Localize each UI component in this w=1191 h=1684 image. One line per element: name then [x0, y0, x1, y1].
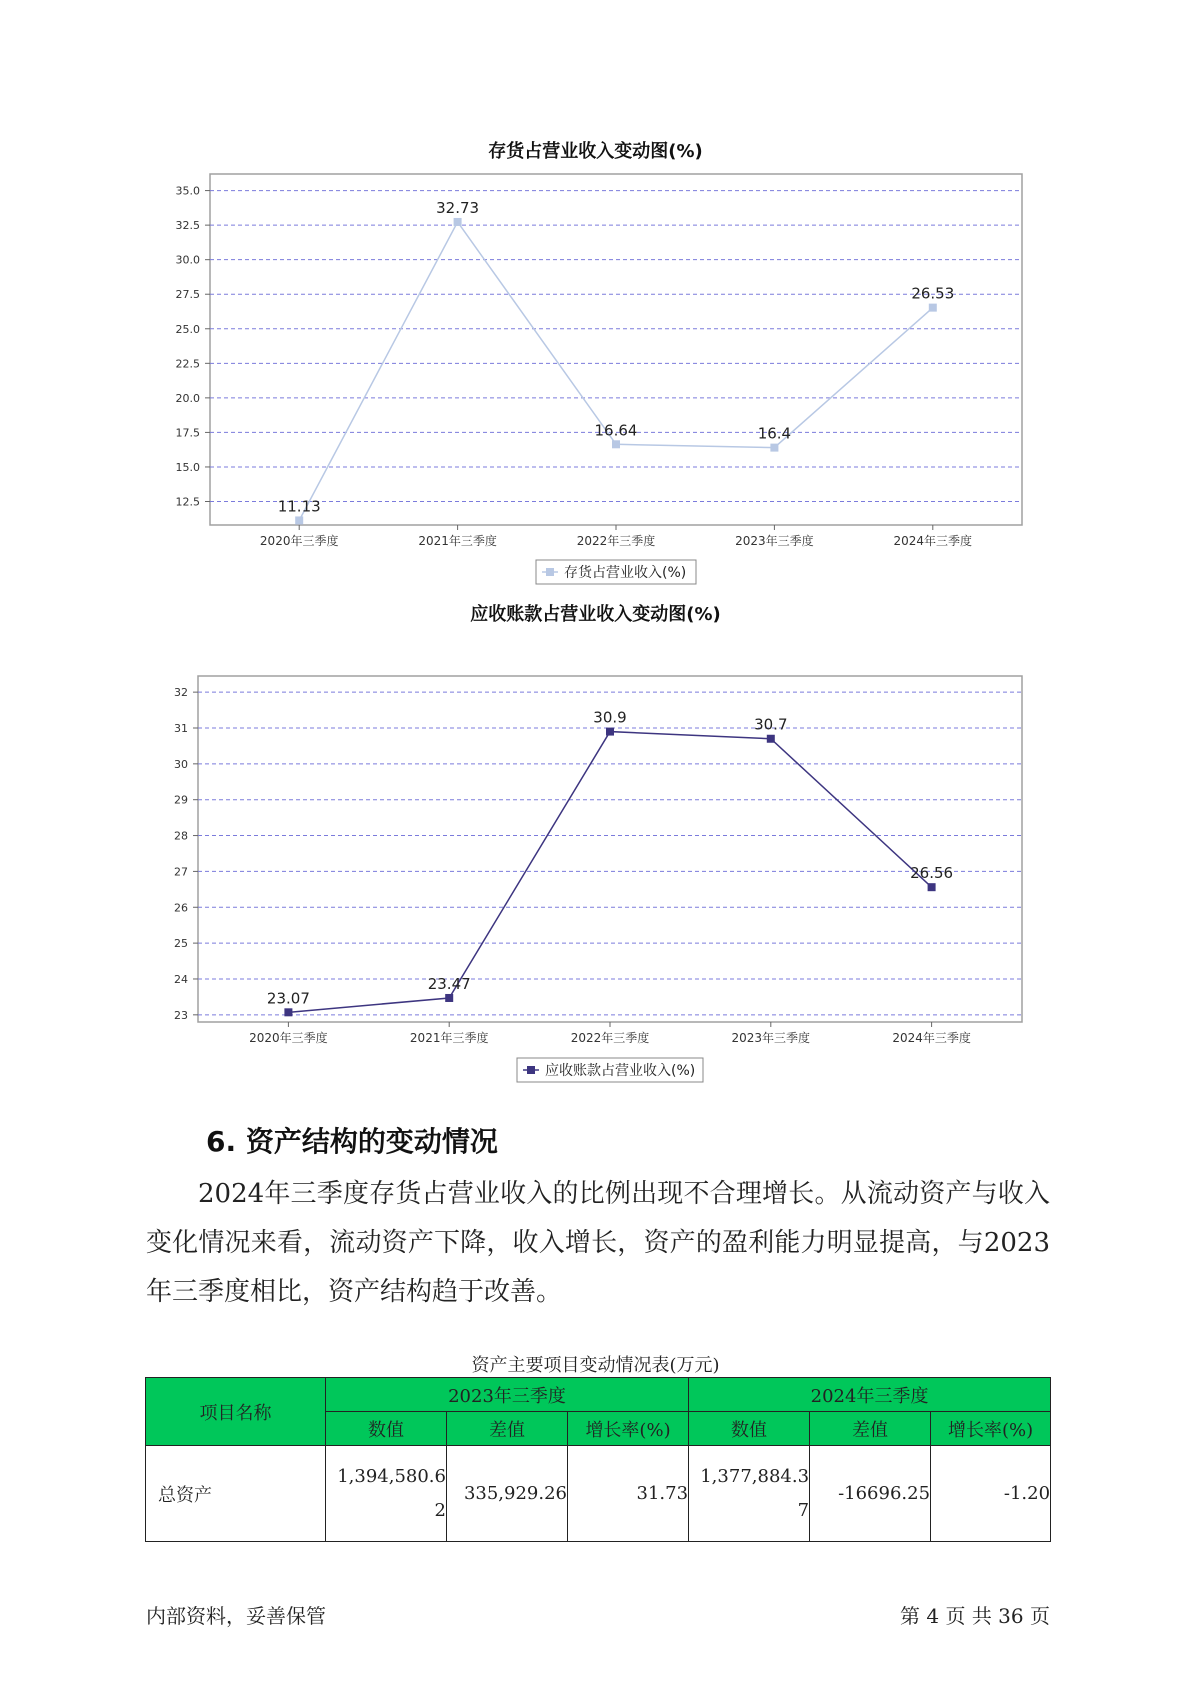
- x-tick-label: 2023年三季度: [735, 534, 814, 548]
- x-tick-label: 2020年三季度: [249, 1031, 328, 1045]
- table-caption: 资产主要项目变动情况表(万元): [471, 1355, 720, 1376]
- y-tick-label: 31: [174, 721, 188, 735]
- x-tick-label: 2022年三季度: [570, 1031, 650, 1045]
- y-tick-label: 26: [174, 901, 188, 915]
- legend-label: 存货占营业收入(%): [564, 565, 687, 581]
- y-tick-label: 30: [174, 757, 188, 771]
- data-point: [928, 883, 936, 891]
- cell-value-2023: 1,394,580.62: [326, 1446, 447, 1542]
- data-label: 11.13: [277, 497, 321, 516]
- y-tick-label: 17.5: [175, 426, 200, 440]
- section-paragraph: [146, 1170, 1050, 1317]
- y-tick-label: 27: [174, 865, 188, 879]
- data-label: 16.4: [757, 424, 792, 443]
- data-label: 32.73: [436, 198, 480, 217]
- data-point: [445, 994, 453, 1002]
- data-label: 26.56: [910, 864, 954, 883]
- cell-value-2024: 1,377,884.37: [689, 1446, 810, 1542]
- subheader-growth: 增长率(%): [931, 1412, 1051, 1446]
- header-period-2023: 2023年三季度: [326, 1378, 689, 1412]
- subheader-growth: 增长率(%): [568, 1412, 689, 1446]
- cell-growth-2023: 31.73: [568, 1446, 689, 1542]
- data-label: 23.47: [427, 974, 471, 993]
- y-tick-label: 27.5: [175, 288, 200, 302]
- y-tick-label: 30.0: [175, 253, 200, 267]
- data-point: [767, 735, 775, 743]
- y-tick-label: 32: [174, 686, 188, 700]
- cell-diff-2023: 335,929.26: [447, 1446, 568, 1542]
- section-heading: 6. 资产结构的变动情况: [206, 1125, 498, 1158]
- y-tick-label: 24: [174, 972, 188, 986]
- chart1-title: 存货占营业收入变动图(%): [488, 141, 703, 162]
- cell-growth-2024: -1.20: [931, 1446, 1051, 1542]
- subheader-value: 数值: [689, 1412, 810, 1446]
- data-point: [284, 1008, 292, 1016]
- x-tick-label: 2024年三季度: [892, 1031, 971, 1045]
- footer-confidential: 内部资料，妥善保管: [146, 1604, 326, 1628]
- x-tick-label: 2021年三季度: [409, 1031, 489, 1045]
- y-tick-label: 25.0: [175, 322, 200, 336]
- row-name: 总资产: [146, 1446, 326, 1542]
- y-tick-label: 23: [174, 1008, 188, 1022]
- subheader-value: 数值: [326, 1412, 447, 1446]
- y-tick-label: 28: [174, 829, 188, 843]
- asset-change-table: [145, 1377, 1051, 1542]
- y-tick-label: 12.5: [175, 495, 200, 509]
- paragraph-text: 2024年三季度存货占营业收入的比例出现不合理增长。从流动资产与收入变化情况来看，流动资产下降，收入增长，资产的盈利能力明显提高，与2023年三季度相比，资产结构趋于改善。: [146, 1179, 1050, 1307]
- data-label: 23.07: [266, 989, 310, 1008]
- y-tick-label: 25: [174, 937, 188, 951]
- subheader-diff: 差值: [447, 1412, 568, 1446]
- data-label: 26.53: [911, 284, 955, 303]
- x-tick-label: 2024年三季度: [893, 534, 973, 548]
- legend-swatch-marker: [527, 1066, 535, 1074]
- x-tick-label: 2023年三季度: [731, 1031, 811, 1045]
- table-row: [146, 1446, 1051, 1542]
- header-item-name: 项目名称: [146, 1378, 326, 1446]
- footer-page-number: 第 4 页 共 36 页: [900, 1604, 1050, 1628]
- x-tick-label: 2020年三季度: [259, 534, 339, 548]
- data-point: [606, 728, 614, 736]
- x-tick-label: 2021年三季度: [418, 534, 497, 548]
- x-tick-label: 2022年三季度: [576, 534, 656, 548]
- header-period-2024: 2024年三季度: [689, 1378, 1051, 1412]
- data-label: 30.9: [593, 708, 627, 727]
- y-tick-label: 15.0: [175, 460, 200, 474]
- y-tick-label: 32.5: [175, 219, 200, 233]
- data-label: 30.7: [754, 715, 788, 734]
- cell-diff-2024: -16696.25: [810, 1446, 931, 1542]
- legend-label: 应收账款占营业收入(%): [545, 1063, 696, 1079]
- y-tick-label: 35.0: [175, 184, 200, 198]
- subheader-diff: 差值: [810, 1412, 931, 1446]
- y-tick-label: 29: [174, 793, 188, 807]
- y-tick-label: 22.5: [175, 357, 200, 371]
- y-tick-label: 20.0: [175, 391, 200, 405]
- chart2-title: 应收账款占营业收入变动图(%): [470, 604, 721, 625]
- data-label: 16.64: [594, 421, 638, 440]
